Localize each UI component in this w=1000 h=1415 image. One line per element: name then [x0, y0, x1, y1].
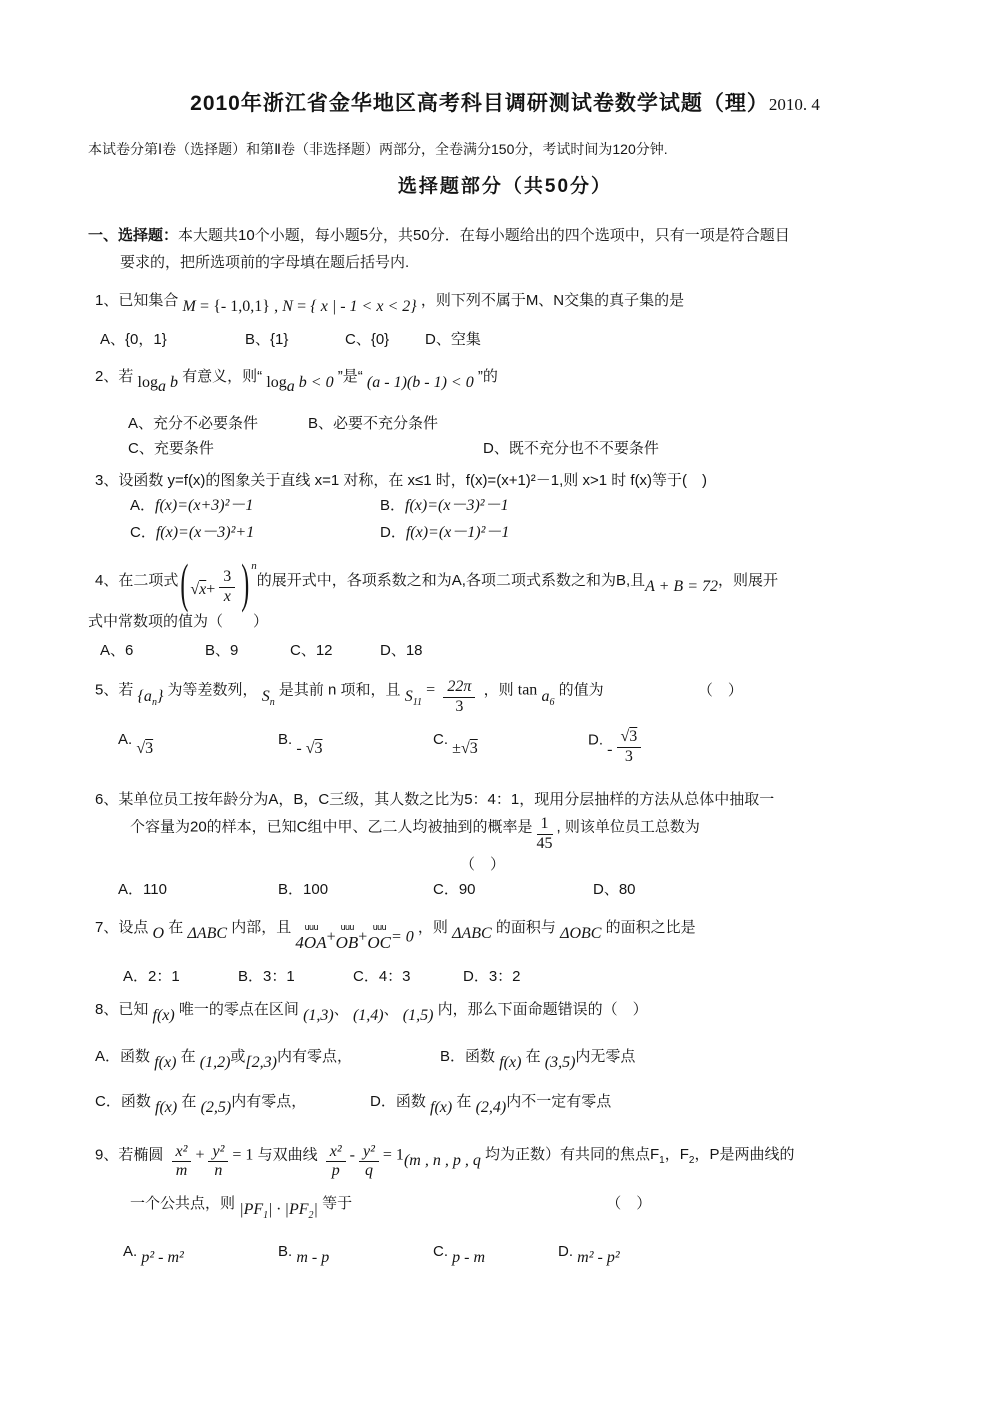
q1-option-d: D、空集 [425, 330, 481, 348]
q5-option-d-denominator: 3 [624, 747, 633, 765]
q9-hyperbola-frac-1-num: x² [326, 1143, 346, 1162]
q9-option-d [558, 1240, 620, 1271]
q6-number: 6、 [95, 791, 119, 808]
q7-option-d: D．3：2 [463, 968, 521, 986]
question-5 [88, 678, 922, 716]
q8-interval-2: (1,4) [352, 1007, 384, 1025]
q9-pf1-sub: 1 [263, 1210, 269, 1222]
title-date: 2010. 4 [768, 95, 820, 114]
q5-option-d-label: D. [588, 731, 603, 749]
q9-hyperbola-frac-1-den: p [331, 1162, 340, 1180]
q3-option-a-formula: f(x)=(x+3)²－1 [155, 496, 254, 514]
q8-option-d-interval: (2,4) [475, 1098, 507, 1116]
q4-option-a: A、6 [100, 642, 134, 660]
q8-option-c-label: C．函数 [95, 1092, 151, 1110]
q9-pf3: | [313, 1201, 318, 1219]
q9-ellipse-frac-1-num: x² [172, 1143, 192, 1162]
q4-text-post: ，则展开 [718, 571, 779, 589]
q5-fraction [443, 678, 475, 716]
directions [88, 222, 922, 278]
q3-option-a-label: A． [130, 496, 156, 514]
q8-option-a-post: 内有零点， [276, 1048, 352, 1066]
q6-option-c: C．90 [433, 881, 476, 899]
q5-option-d-sign: - [607, 740, 613, 758]
question-1 [88, 289, 922, 320]
question-9 [88, 1143, 922, 1181]
q4-plus: + [206, 580, 216, 598]
q9-hyperbola-frac-2 [359, 1143, 379, 1181]
q5-option-c-sqrt: √ [460, 740, 470, 758]
q8-option-c-interval: (2,5) [200, 1098, 232, 1116]
q8-option-b-interval: (3,5) [544, 1054, 576, 1072]
title-text: 2010年浙江省金华地区高考科目调研测试卷数学试题（理） [190, 92, 769, 115]
directions-line-2: 要求的，把所选项前的字母填在题后括号内. [120, 254, 410, 272]
question-4-options [88, 639, 922, 662]
q5-option-a [118, 728, 278, 762]
q5-option-b-value [296, 737, 322, 762]
q8-separator-2: 、 [383, 1001, 399, 1019]
question-8 [88, 998, 922, 1029]
q9-ellipse-plus: + [195, 1146, 205, 1164]
q9-mid2a: 均为正数）有共同的焦点F [485, 1146, 660, 1164]
q1-math-comma: , [274, 298, 279, 316]
q9-ellipse-frac-2-num: y² [208, 1143, 228, 1162]
q5-math-an [138, 685, 164, 711]
q5-math-tan: tan [517, 681, 538, 699]
section-title: 选择题部分（共50分） [397, 176, 613, 198]
q4-sqrt-radicand: x [199, 580, 207, 598]
q5-option-a-sqrt: √ [136, 740, 146, 758]
q9-hyperbola-frac-1 [326, 1143, 346, 1181]
q5-an-open: {a [137, 687, 152, 705]
q9-ellipse-frac-2 [208, 1143, 228, 1181]
directions-text-1: 本大题共10个小题，每小题5分，共50分．在每小题给出的四个选项中，只有一项是符合题目 [178, 226, 790, 244]
q5-text-post: 的值为 [558, 681, 604, 699]
q9-math-pf [239, 1198, 318, 1224]
q1-math-eq1: = [200, 298, 210, 316]
q2-text: 若 [118, 368, 134, 386]
q7-math-obc: ΔOBC [560, 924, 602, 942]
q7-option-b: B．3：1 [238, 968, 295, 986]
q8-option-a-interval1: (1,2) [199, 1054, 231, 1072]
q4-fraction-numerator: 3 [219, 568, 235, 587]
q9-ellipse-frac-1 [172, 1143, 192, 1181]
q8-option-c-post: 内有零点， [231, 1092, 307, 1110]
q9-ellipse-frac-1-den: m [175, 1162, 188, 1180]
q5-option-d-fraction [617, 728, 642, 766]
q4-right-paren: ) [241, 555, 250, 615]
q7-text-mid3: ，则 [417, 918, 448, 936]
question-7-options [88, 965, 922, 988]
q7-vector-oc [367, 924, 391, 951]
q5-fraction-numerator: 22π [443, 678, 475, 697]
q1-option-b: B、{1} [245, 330, 289, 348]
q9-option-a-formula: p² - m² [141, 1249, 184, 1267]
q9-option-c-formula: p - m [452, 1249, 486, 1267]
q5-option-c-label: C. [433, 731, 448, 749]
directions-line-1 [88, 222, 922, 250]
q3-option-c [130, 521, 380, 546]
q2-log1-base: a [157, 378, 166, 396]
q2-text-mid2: ”是“ [337, 368, 363, 386]
q9-text: 若椭圆 [118, 1146, 164, 1164]
q5-text-mid2: 是其前 n 项和，且 [278, 681, 401, 699]
q5-an-sub: n [151, 697, 157, 709]
q9-f2-sub: 2 [688, 1155, 695, 1167]
question-8-options-row-1 [88, 1045, 922, 1076]
question-1-options [88, 328, 922, 351]
q3-option-c-formula: f(x)=(x－3)²+1 [155, 523, 255, 541]
q1-option-a: A、{0，1} [100, 330, 167, 348]
q5-text-mid3: ，则 [483, 681, 514, 699]
q7-number: 7、 [95, 918, 119, 936]
q4-sqrt [190, 578, 206, 603]
q5-math-s11 [405, 685, 422, 711]
q7-text-post: 的面积之比是 [605, 918, 696, 936]
question-6-options [88, 878, 922, 901]
q7-math-abc: ΔABC [187, 924, 228, 942]
q5-math-sn [262, 685, 275, 711]
q1-math-set-m: {- 1,0,1} [213, 298, 270, 316]
q4-text-mid: 的展开式中，各项系数之和为A,各项二项式系数之和为B,且 [256, 571, 646, 589]
q9-tuple: (m , n , p , q [403, 1152, 481, 1170]
q9-f1-sub: 1 [659, 1155, 665, 1167]
q9-mid2b: ，F [664, 1146, 689, 1164]
q5-sn-s: S [261, 687, 270, 705]
q7-plus-1: + [326, 928, 336, 946]
q2-number: 2、 [95, 368, 119, 386]
q5-answer-paren: （ ） [697, 681, 743, 699]
q8-option-b-label: B．函数 [440, 1048, 496, 1066]
q7-vector-4oa [295, 924, 326, 951]
q2-option-c: C、充要条件 [128, 440, 214, 458]
q4-math-ab: A + B = 72 [645, 577, 718, 595]
q8-option-b-fx: f(x) [499, 1054, 522, 1072]
q4-exponent: n [251, 559, 257, 572]
question-9-line-2 [88, 1192, 922, 1224]
q5-an-close: } [156, 687, 164, 705]
q5-s11-s: S [404, 687, 413, 705]
q5-option-a-label: A. [118, 731, 133, 749]
question-9-options [88, 1240, 922, 1271]
q9-text-line2-post: 等于 [322, 1195, 353, 1213]
q7-vector-ob [336, 924, 359, 951]
q8-text-mid1: 唯一的零点在区间 [178, 1001, 299, 1019]
q2-math-expr: (a - 1)(b - 1) < 0 [366, 374, 474, 392]
q9-ellipse-frac-2-den: n [214, 1162, 223, 1180]
q5-s11-sub: 11 [412, 697, 422, 709]
q1-math-m: M [182, 298, 196, 316]
q6-answer-paren: （ ） [460, 856, 506, 874]
q9-hyperbola-frac-2-den: q [364, 1162, 373, 1180]
q9-mid2c: ，P是两曲线的 [694, 1146, 795, 1164]
q1-number: 1、 [95, 292, 119, 310]
q9-number: 9、 [95, 1146, 119, 1164]
q8-option-d-fx: f(x) [430, 1098, 453, 1116]
q5-option-d-radicand: 3 [629, 728, 638, 746]
question-3-options-row-1 [88, 494, 922, 519]
q8-text: 已知 [118, 1001, 149, 1019]
q7-option-c: C．4：3 [353, 968, 411, 986]
q4-text: 在二项式 [118, 571, 179, 589]
q8-option-b-mid: 在 [525, 1048, 541, 1066]
q5-number: 5、 [95, 681, 119, 699]
q3-option-d-formula: f(x)=(x－1)²－1 [405, 523, 510, 541]
page-title [88, 88, 922, 121]
q7-text-mid4: 的面积与 [495, 918, 556, 936]
q5-option-b-label: B. [278, 731, 293, 749]
q5-math-eq: = [426, 681, 436, 699]
q8-option-c-fx: f(x) [155, 1098, 178, 1116]
q5-option-b-radicand: 3 [314, 740, 323, 758]
q8-option-a [95, 1045, 440, 1076]
q5-text: 若 [118, 681, 134, 699]
q2-option-d: D、既不充分也不不要条件 [483, 440, 659, 458]
q6-option-b: B．100 [278, 881, 329, 899]
q7-vector-arrow-glyph: uuu [304, 923, 318, 934]
q6-fraction-denominator: 45 [536, 834, 553, 852]
q2-log1-fn: log [137, 374, 158, 392]
q1-option-c: C、{0} [345, 330, 390, 348]
q5-option-a-value [136, 737, 153, 762]
q9-option-c [433, 1240, 558, 1271]
q7-equals-zero: = 0 [390, 928, 414, 946]
q2-text-mid1: 有意义，则“ [182, 368, 263, 386]
q1-math-n: N [282, 298, 293, 316]
q2-log2-base: a [286, 378, 295, 396]
q9-option-b [278, 1240, 433, 1271]
q5-a6-a: a [541, 687, 550, 705]
q7-vector-ob-base: OB [335, 933, 359, 953]
q8-text-post: 内，那么下面命题错误的（ ） [437, 1001, 648, 1019]
exam-intro: 本试卷分第Ⅰ卷（选择题）和第Ⅱ卷（非选择题）两部分，全卷满分150分，考试时间为120分钟. [88, 140, 668, 157]
q5-fraction-denominator: 3 [455, 697, 464, 715]
q8-option-d-label: D．函数 [370, 1092, 426, 1110]
q6-option-d: D、80 [593, 881, 636, 899]
q6-fraction-numerator: 1 [537, 815, 553, 834]
q7-text-mid1: 在 [168, 918, 184, 936]
question-8-options-row-2 [88, 1090, 922, 1121]
q5-option-a-radicand: 3 [145, 740, 154, 758]
directions-label: 一、选择题： [88, 226, 179, 244]
q7-option-a: A．2：1 [123, 968, 180, 986]
question-5-options [88, 728, 922, 766]
q7-math-abc2: ΔABC [452, 924, 492, 942]
question-2 [88, 365, 922, 400]
q5-option-c [433, 728, 588, 762]
q7-vector-4oa-base: 4OA [295, 933, 327, 953]
q1-text-post: ，则下列不属于M、N交集的真子集的是 [420, 292, 685, 310]
q3-option-b-formula: f(x)=(x－3)²－1 [405, 496, 509, 514]
q7-vector-equation [295, 924, 413, 951]
q5-option-c-sign: ± [452, 740, 461, 758]
q9-hyperbola-eq: = 1 [382, 1146, 404, 1164]
q2-math-log2 [266, 371, 333, 400]
q8-number: 8、 [95, 1001, 119, 1019]
q3-text: 设函数 y=f(x)的图象关于直线 x=1 对称，在 x≤1 时，f(x)=(x+1)²－1,则 x>1 时 f(x)等于( ) [118, 471, 708, 489]
q3-option-d-label: D． [380, 523, 406, 541]
q9-option-d-label: D. [558, 1243, 573, 1261]
q4-sqrt-symbol: √ [190, 580, 200, 598]
question-3-options-row-2 [88, 521, 922, 546]
q8-interval-1: (1,3) [303, 1007, 334, 1025]
q7-math-o: O [152, 924, 165, 942]
q1-math-eq2: = [297, 298, 307, 316]
q9-pf2: | · |PF [268, 1201, 309, 1219]
q6-option-a: A．110 [118, 881, 167, 899]
q1-text: 已知集合 [118, 292, 179, 310]
q9-hyperbola-frac-2-num: y² [359, 1143, 379, 1162]
q5-option-b-sign: - [296, 740, 302, 758]
q9-option-d-formula: m² - p² [577, 1249, 620, 1267]
q4-option-c: C、12 [290, 642, 333, 660]
q8-option-d-mid: 在 [456, 1092, 472, 1110]
q3-option-b-label: B． [380, 496, 406, 514]
q6-fraction [537, 815, 553, 853]
q3-option-a [130, 494, 380, 519]
q2-option-b: B、必要不充分条件 [308, 415, 439, 433]
question-2-options-row-1 [88, 412, 922, 435]
q4-number: 4、 [95, 571, 119, 589]
q8-option-b [440, 1045, 635, 1076]
q8-option-a-fx: f(x) [154, 1054, 177, 1072]
q9-option-b-label: B. [278, 1243, 293, 1261]
q2-log2-arg: b < 0 [298, 374, 334, 392]
q9-option-b-formula: m - p [296, 1249, 330, 1267]
q5-sn-sub: n [269, 697, 275, 709]
q5-math-a6 [541, 685, 554, 711]
q9-option-c-label: C. [433, 1243, 448, 1261]
q8-option-a-or: 或 [230, 1048, 246, 1066]
q2-math-log1 [138, 371, 178, 400]
q8-option-d-post: 内不一定有零点 [506, 1092, 612, 1110]
q8-math-fx: f(x) [152, 1007, 175, 1025]
q5-option-d-sqrt: √ [620, 728, 630, 746]
q7-plus-2: + [358, 928, 368, 946]
q8-option-a-interval2: [2,3) [245, 1054, 277, 1072]
q2-log1-arg: b [169, 374, 178, 392]
q2-text-post: ”的 [477, 368, 498, 386]
q7-vector-arrow-glyph: uuu [340, 923, 354, 934]
q8-option-a-mid: 在 [180, 1048, 196, 1066]
q4-left-paren: ( [180, 555, 189, 615]
question-2-options-row-2 [88, 437, 922, 460]
q7-text-mid2: 内部，且 [231, 918, 292, 936]
q4-fraction-denominator: x [223, 587, 231, 605]
q8-option-c-mid: 在 [181, 1092, 197, 1110]
q4-option-d: D、18 [380, 642, 423, 660]
q3-option-b [380, 494, 509, 519]
question-6-line-2 [88, 815, 922, 853]
q8-option-d [370, 1090, 611, 1121]
question-7 [88, 916, 922, 952]
q9-text-line2: 一个公共点，则 [130, 1195, 236, 1213]
q3-option-c-label: C． [130, 523, 156, 541]
q8-option-a-label: A．函数 [95, 1048, 151, 1066]
question-6 [88, 788, 922, 811]
q8-option-c [95, 1090, 370, 1121]
q8-separator-1: 、 [333, 1001, 349, 1019]
q3-number: 3、 [95, 471, 119, 489]
q6-text-line2-post: , 则该单位员工总数为 [556, 818, 700, 836]
q9-option-a [123, 1240, 278, 1271]
q5-option-d [588, 728, 645, 766]
q9-text-mid2 [485, 1146, 795, 1167]
q5-option-c-radicand: 3 [469, 740, 478, 758]
question-4-line-2: 式中常数项的值为（ ） [88, 612, 269, 630]
q9-pf1: |PF [239, 1201, 264, 1219]
q8-interval-3: (1,5) [402, 1007, 434, 1025]
question-4 [88, 555, 922, 615]
q9-answer-paren: （ ） [606, 1195, 652, 1213]
q6-text-line2: 个容量为20的样本，已知C组中甲、乙二人均被抽到的概率是 [130, 818, 533, 836]
q5-option-b [278, 728, 433, 762]
q5-text-mid1: 为等差数列， [167, 681, 258, 699]
q6-text-line1: 某单位员工按年龄分为A，B，C三级，其人数之比为5：4：1，现用分层抽样的方法从总体中抽取一 [118, 791, 775, 808]
q7-vector-arrow-glyph: uuu [372, 923, 386, 934]
q9-text-mid1: 与双曲线 [257, 1146, 318, 1164]
q5-option-d-numerator [617, 728, 642, 747]
q9-ellipse-eq: = 1 [232, 1146, 254, 1164]
q8-option-b-post: 内无零点 [575, 1048, 636, 1066]
q3-option-d [380, 521, 509, 546]
q1-math-set-n: { x | - 1 < x < 2} [310, 298, 417, 316]
q9-hyperbola-minus: - [349, 1146, 355, 1164]
q2-option-a: A、充分不必要条件 [128, 415, 259, 433]
q9-option-a-label: A. [123, 1243, 138, 1261]
q5-option-c-value [452, 737, 478, 762]
q5-option-b-sqrt: √ [305, 740, 315, 758]
q4-fraction [219, 568, 235, 606]
q4-option-b: B、9 [205, 642, 239, 660]
q7-vector-oc-base: OC [367, 933, 391, 953]
q5-a6-sub: 6 [549, 697, 555, 709]
q9-pf2-sub: 2 [308, 1210, 314, 1222]
q7-text: 设点 [118, 918, 149, 936]
question-3 [88, 469, 922, 492]
q2-log2-fn: log [266, 374, 287, 392]
